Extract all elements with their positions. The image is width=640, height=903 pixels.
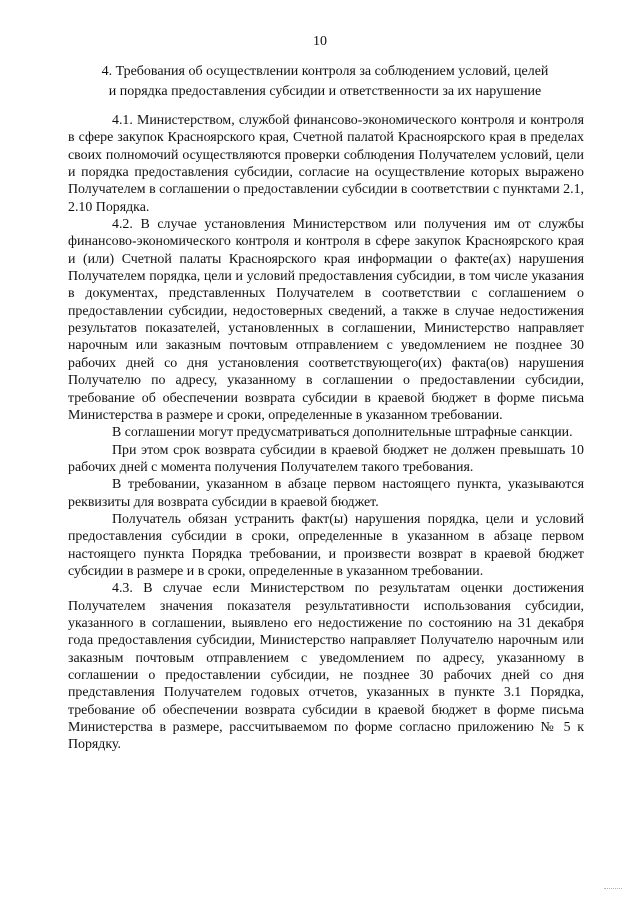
paragraph-requisites: В требовании, указанном в абзаце первом настоящего пункта, указываются реквизиты для возврата субсидии в краевой бюджет. — [68, 477, 584, 510]
body-text — [68, 112, 584, 754]
section-heading-line: 4. Требования об осуществлении контроля за соблюдением условий, целей — [101, 64, 549, 79]
section-heading-line: и порядка предоставления субсидии и ответственности за их нарушение — [108, 84, 542, 99]
page-number: 10 — [313, 34, 327, 49]
paragraph-return-deadline: При этом срок возврата субсидии в краевой бюджет не должен превышать 10 рабочих дней с момента получения Получателем такого требования. — [68, 442, 584, 475]
section-heading — [68, 62, 582, 102]
paragraph-4-3: 4.3. В случае если Министерством по результатам оценки достижения Получателем значения показателя результативности использования субсидии, указанного в соглашении, выявлено его недостижение по состоянию на 31 декабря года предоставления субсидии, Министерство направляет Получателю нарочным или заказным почтовым отправлением с уведомлением по адресу, указанному в соглашении о предоставлении субсидии, не позднее 30 рабочих дней со дня представления Получателем годовых отчетов, указанных в пункте 3.1 Порядка, требование об обеспечении возврата субсидии в краевой бюджет в форме письма Министерства в размере, рассчитываемом по форме согласно приложению № 5 к Порядку. — [68, 581, 584, 753]
paragraph-penalties: В соглашении могут предусматриваться дополнительные штрафные санкции. — [112, 425, 573, 441]
paragraph-obligation: Получатель обязан устранить факт(ы) нарушения порядка, цели и условий предоставления субсидии в сроки, определенные в указанном в абзаце первом настоящего пункта Порядка требовании, и произвести возврат в краевой бюджет субсидии в размере и в сроки, определенные в указанном требовании. — [68, 511, 584, 579]
paragraph-4-2: 4.2. В случае установления Министерством или получения им от службы финансово-экономического контроля и контроля в сфере закупок Красноярского края и (или) Счетной палаты Красноярского края информации о факте(ах) нарушения Получателем порядка, цели и условий предоставления субсидии, в том числе указания в документах, представленных Получателем в соответствии с соглашением о предоставлении субсидии, недостоверных сведений, а также в случае недостижения результатов показателей, установленных в соглашении, Министерство направляет нарочным или заказным почтовым отправлением с уведомлением не позднее 30 рабочих дней со дня установления соответствующего(их) факта(ов) нарушения Получателю по адресу, указанному в соглашении о предоставлении субсидии, требование об обеспечении возврата субсидии в краевой бюджет в форме письма Министерства в размере и сроки, определенные в указанном требовании. — [68, 217, 584, 423]
scan-corner-mark — [604, 888, 622, 890]
paragraph-4-1: 4.1. Министерством, службой финансово-экономического контроля и контроля в сфере закупок Красноярского края, Счетной палатой Красноярского края в пределах своих полномочий осуществляются проверки соблюдения Получателем условий, цели и порядка предоставления субсидии, согласие на осуществление которых выражено Получателем в соглашении о предоставлении субсидии в соответствии с пунктами 2.1, 2.10 Порядка. — [68, 113, 584, 215]
